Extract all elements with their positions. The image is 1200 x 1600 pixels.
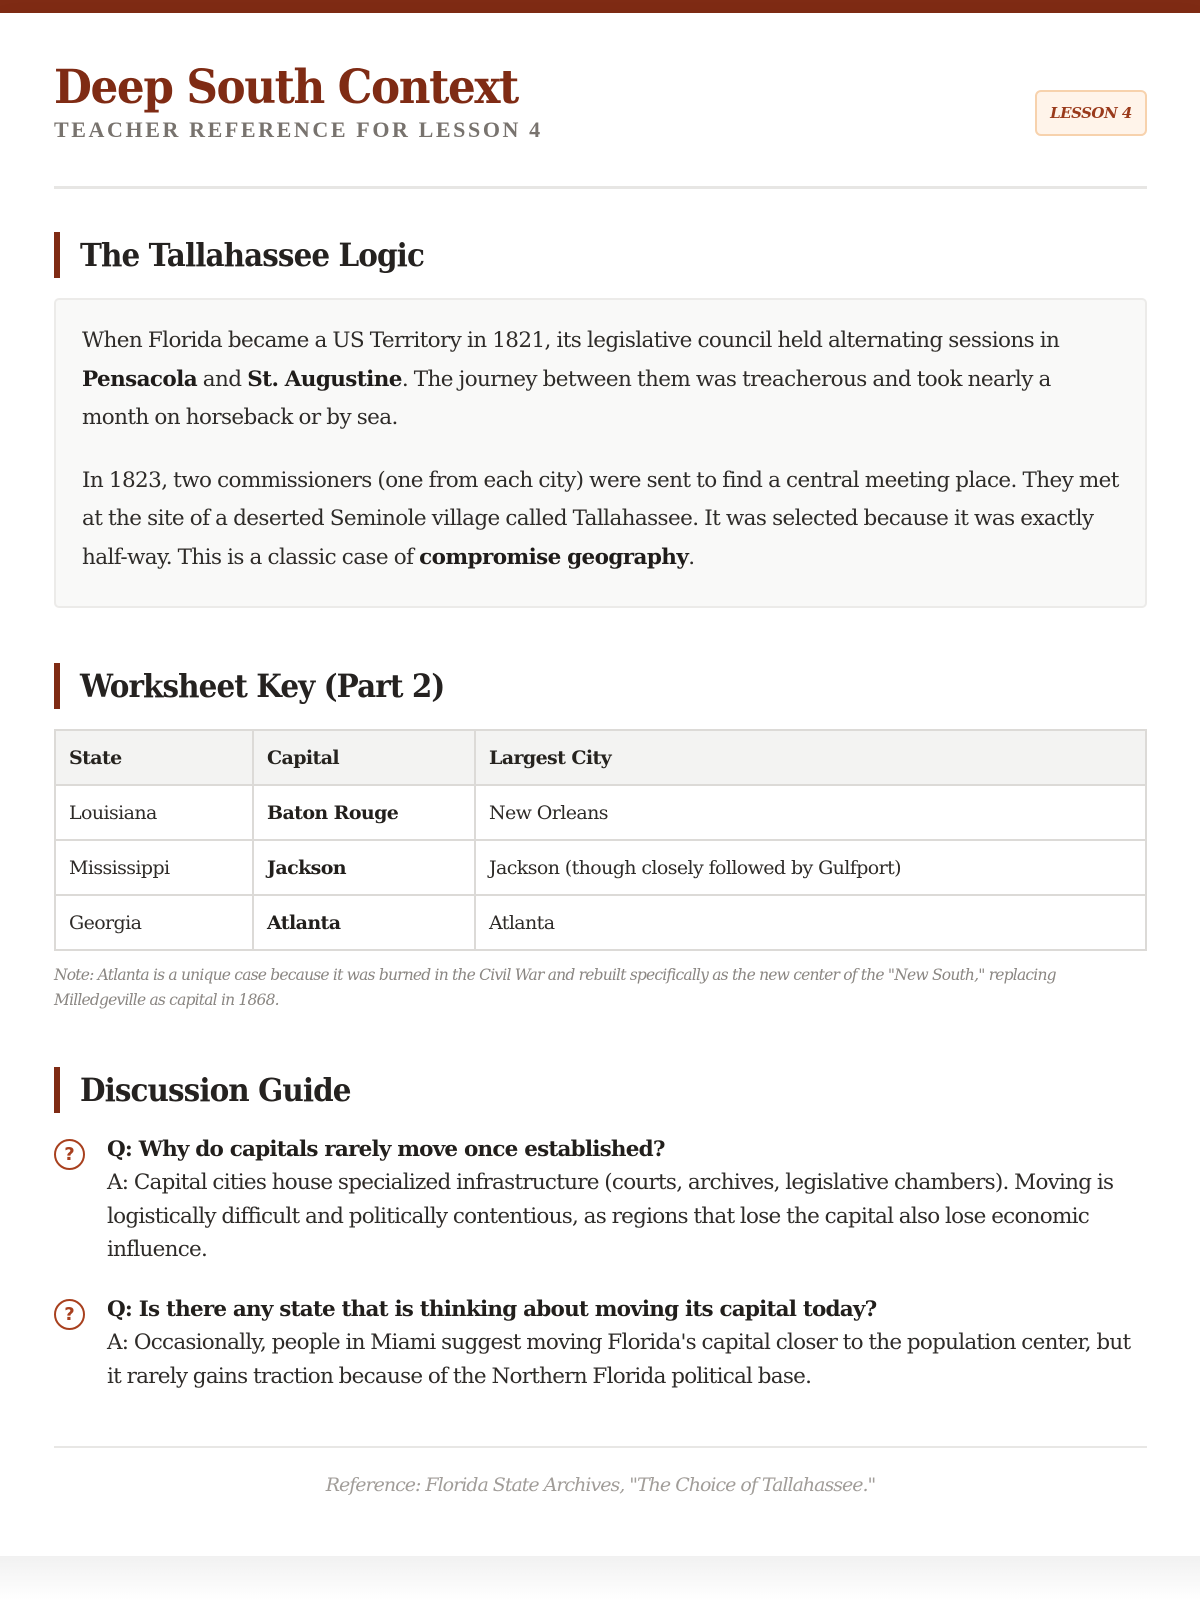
cell-state: Georgia bbox=[55, 895, 253, 950]
page-title: Deep South Context bbox=[54, 60, 518, 115]
question-circle-icon: ? bbox=[54, 1299, 85, 1330]
section-heading-text: Discussion Guide bbox=[80, 1071, 351, 1109]
bold-st-augustine: St. Augustine bbox=[247, 366, 402, 392]
tallahassee-logic-box bbox=[54, 298, 1147, 608]
cell-largest-city: New Orleans bbox=[475, 785, 1146, 840]
text-run: . The journey between them was treacherous and took nearly a month on horseback or by sea. bbox=[82, 366, 1051, 430]
logic-paragraph-1 bbox=[82, 322, 1119, 438]
cell-capital: Jackson bbox=[253, 840, 475, 895]
text-run: When Florida became a US Territory in 1821, its legislative council held alternating sessions in bbox=[82, 328, 1060, 353]
section-heading-worksheet-key bbox=[54, 663, 476, 709]
column-header-capital: Capital bbox=[253, 730, 475, 785]
column-header-state: State bbox=[55, 730, 253, 785]
column-header-largest-city: Largest City bbox=[475, 730, 1146, 785]
discussion-item bbox=[54, 1293, 1147, 1393]
footer-divider bbox=[54, 1446, 1147, 1448]
qa-body bbox=[107, 1133, 1147, 1267]
text-run: and bbox=[197, 366, 248, 392]
cell-capital: Atlanta bbox=[253, 895, 475, 950]
lesson-badge: LESSON 4 bbox=[1035, 90, 1147, 136]
table-header-row bbox=[55, 730, 1146, 785]
cell-capital: Baton Rouge bbox=[253, 785, 475, 840]
table-row bbox=[55, 895, 1146, 950]
discussion-question: Q: Why do capitals rarely move once established? bbox=[107, 1137, 665, 1162]
text-run: . bbox=[688, 544, 695, 570]
discussion-question: Q: Is there any state that is thinking about moving its capital today? bbox=[107, 1297, 877, 1322]
worksheet-key-table bbox=[54, 729, 1147, 951]
section-heading-text: The Tallahassee Logic bbox=[80, 236, 424, 274]
bold-compromise-geography: compromise geography bbox=[419, 544, 689, 570]
table-row bbox=[55, 840, 1146, 895]
bold-pensacola: Pensacola bbox=[82, 366, 198, 392]
text-run: In 1823, two commissioners (one from each city) were sent to find a central meeting place. They met at the site of a deserted Seminole village called Tallahassee. It was selected because it was exactly half-way. This is a classic case of bbox=[82, 467, 1119, 570]
top-accent-bar bbox=[0, 0, 1200, 13]
qa-body bbox=[107, 1293, 1147, 1393]
discussion-answer: A: Occasionally, people in Miami suggest moving Florida's capital closer to the population center, but it rarely gains traction because of the Northern Florida political base. bbox=[107, 1330, 1131, 1389]
page-subtitle: TEACHER REFERENCE FOR LESSON 4 bbox=[54, 117, 543, 142]
cell-largest-city: Atlanta bbox=[475, 895, 1146, 950]
discussion-answer: A: Capital cities house specialized infrastructure (courts, archives, legislative chambers). Moving is logistically difficult and politically contentious, as regions that lose the capital also lose economic influence. bbox=[107, 1170, 1114, 1262]
section-heading-tallahassee-logic bbox=[54, 232, 454, 278]
discussion-item bbox=[54, 1133, 1147, 1267]
cell-state: Mississippi bbox=[55, 840, 253, 895]
page-shadow bbox=[0, 1556, 1200, 1600]
section-heading-text: Worksheet Key (Part 2) bbox=[80, 667, 445, 705]
table-note: Note: Atlanta is a unique case because it was burned in the Civil War and rebuilt specifically as the new center of the "New South," replacing Milledgeville as capital in 1868. bbox=[54, 966, 1056, 1009]
section-heading-discussion-guide bbox=[54, 1067, 374, 1113]
logic-paragraph-2 bbox=[82, 462, 1119, 578]
table-row bbox=[55, 785, 1146, 840]
footer-reference: Reference: Florida State Archives, "The Choice of Tallahassee." bbox=[325, 1474, 876, 1496]
question-circle-icon: ? bbox=[54, 1139, 85, 1170]
cell-largest-city: Jackson (though closely followed by Gulfport) bbox=[475, 840, 1146, 895]
document-header bbox=[54, 60, 1147, 189]
cell-state: Louisiana bbox=[55, 785, 253, 840]
